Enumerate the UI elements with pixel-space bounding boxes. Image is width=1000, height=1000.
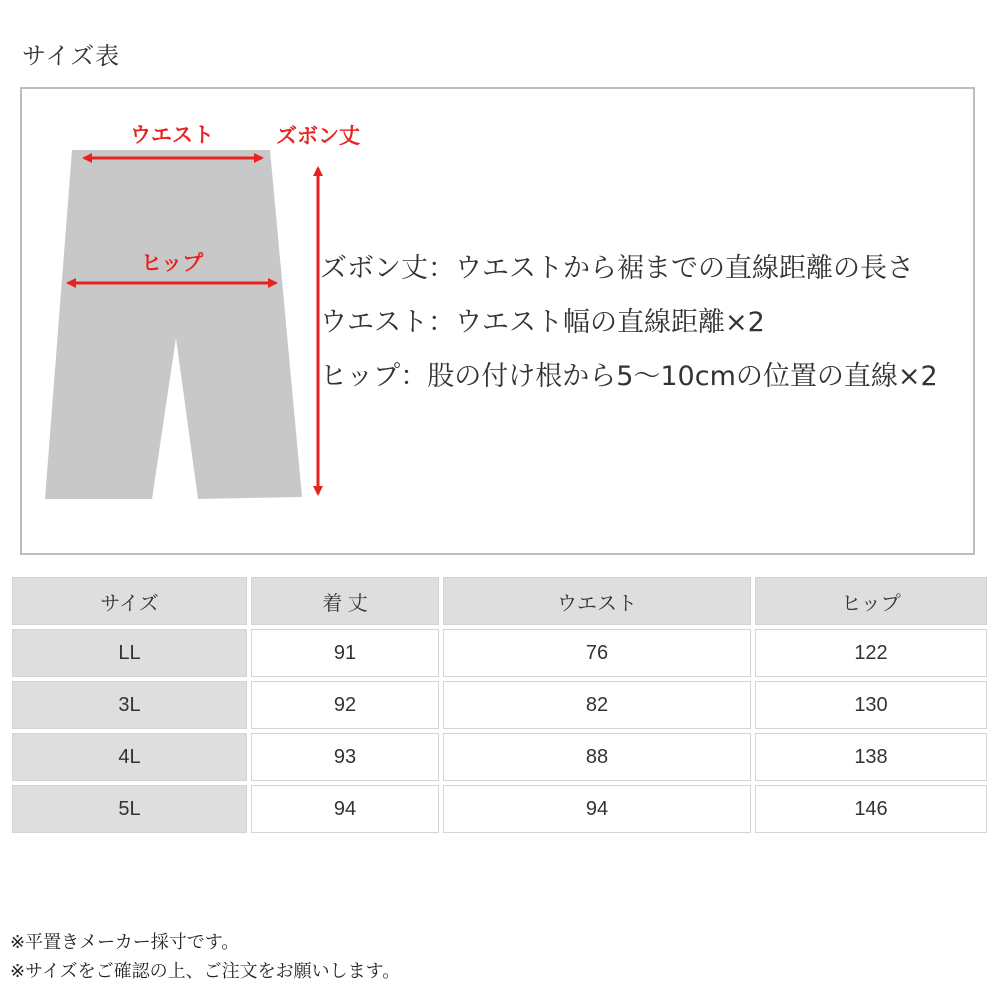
pants-shape [45,150,302,499]
table-row [12,733,987,781]
length-label: ズボン丈 [276,123,360,148]
header-hip: ヒップ [755,577,987,625]
length-cell: 94 [251,785,439,833]
size-cell: 3L [12,681,247,729]
waist-label: ウエスト [130,122,214,147]
header-waist: ウエスト [443,577,751,625]
hip-label: ヒップ [140,250,204,275]
table-row [12,681,987,729]
waist-cell: 88 [443,733,751,781]
length-cell: 92 [251,681,439,729]
waist-cell: 82 [443,681,751,729]
hip-cell: 146 [755,785,987,833]
hip-cell: 130 [755,681,987,729]
order-note: ※サイズをご確認の上、ご注文をお願いします。 [10,961,401,982]
header-size: サイズ [12,577,247,625]
length-description: ズボン丈：ウエストから裾までの直線距離の長さ [320,253,914,284]
table-row [12,785,987,833]
table-header-row [12,577,987,625]
length-cell: 91 [251,629,439,677]
size-cell: LL [12,629,247,677]
waist-description: ウエスト：ウエスト幅の直線距離×2 [320,307,765,338]
hip-cell: 138 [755,733,987,781]
size-table [8,573,991,837]
header-length: 着 丈 [251,577,439,625]
hip-cell: 122 [755,629,987,677]
size-cell: 5L [12,785,247,833]
size-cell: 4L [12,733,247,781]
page-title: サイズ表 [22,42,121,70]
table-row [12,629,987,677]
waist-cell: 76 [443,629,751,677]
waist-cell: 94 [443,785,751,833]
measurement-note: ※平置きメーカー採寸です。 [10,932,240,953]
hip-description: ヒップ：股の付け根から5〜10cmの位置の直線×2 [320,361,938,392]
length-cell: 93 [251,733,439,781]
